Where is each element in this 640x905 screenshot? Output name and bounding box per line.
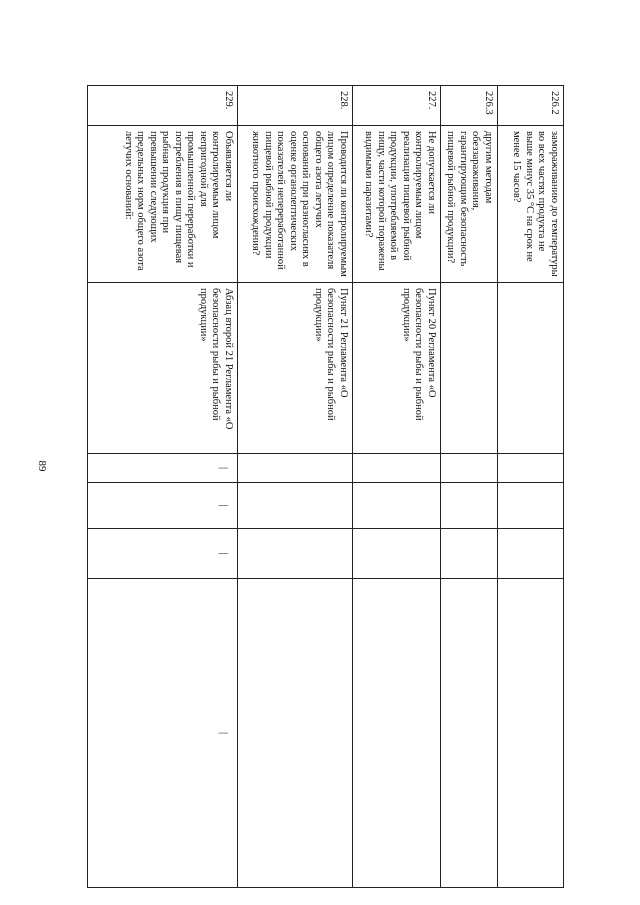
- answer-na-cell: [353, 529, 441, 579]
- row-number: 228.: [238, 86, 353, 126]
- table-row: [441, 86, 498, 888]
- answer-yes-cell: [238, 454, 353, 483]
- answer-na-cell: |: [88, 529, 238, 579]
- basis-cell: Абзац второй 21 Регламента «О безопасности рыбы и рыбной продукции»: [88, 283, 238, 454]
- row-number: 226.3: [441, 86, 498, 126]
- answer-no-cell: |: [88, 483, 238, 529]
- comment-cell: [353, 579, 441, 888]
- answer-yes-cell: |: [88, 454, 238, 483]
- answer-no-cell: [238, 483, 353, 529]
- answer-na-cell: [441, 529, 498, 579]
- table-row: [88, 86, 238, 888]
- row-number: 229.: [88, 86, 238, 126]
- basis-cell: Пункт 21 Регламента «О безопасности рыбы и рыбной продукции»: [238, 283, 353, 454]
- comment-cell: [441, 579, 498, 888]
- question-cell: другим методам обеззараживания, гарантирующим безопасность пищевой рыбной продукции?: [441, 126, 498, 283]
- answer-no-cell: [353, 483, 441, 529]
- row-number: 227.: [353, 86, 441, 126]
- answer-yes-cell: [353, 454, 441, 483]
- answer-yes-cell: [441, 454, 498, 483]
- question-cell: Проводится ли контролируемым лицом определение показателя общего азота летучих оснований при разногласиях в оценке органолептических показателей непереработанной пищевой рыбной продукции животного происхождения?: [238, 126, 353, 283]
- table-row: [238, 86, 353, 888]
- checklist-table: [87, 85, 564, 888]
- table-row: [498, 86, 564, 888]
- answer-yes-cell: [498, 454, 564, 483]
- comment-cell: [498, 579, 564, 888]
- table-body: [88, 86, 564, 888]
- question-cell: Не допускается ли контролируемым лицом реализация пищевой рыбной продукции, употребляемой в пищу, части которой поражены видимыми паразитами?: [353, 126, 441, 283]
- question-cell: Объявляется ли контролируемым лицом непригодной для промышленной переработки и потребления в пищу пищевая рыбная продукция при превышении следующих предельных норм общего азота летучих оснований:: [88, 126, 238, 283]
- basis-cell: [498, 283, 564, 454]
- rotated-table-wrapper: [98, 85, 564, 887]
- comment-cell: [238, 579, 353, 888]
- answer-na-cell: [498, 529, 564, 579]
- question-cell: замораживанию до температуры во всех частях продукта не выше минус 35 °С на срок не менее 15 часов?: [498, 126, 564, 283]
- answer-na-cell: [238, 529, 353, 579]
- answer-no-cell: [441, 483, 498, 529]
- comment-cell: |: [88, 579, 238, 888]
- table-row: [353, 86, 441, 888]
- page-number: 89: [36, 460, 48, 472]
- basis-cell: Пункт 20 Регламента «О безопасности рыбы и рыбной продукции»: [353, 283, 441, 454]
- checklist-page: [98, 85, 564, 887]
- row-number: 226.2: [498, 86, 564, 126]
- answer-no-cell: [498, 483, 564, 529]
- basis-cell: [441, 283, 498, 454]
